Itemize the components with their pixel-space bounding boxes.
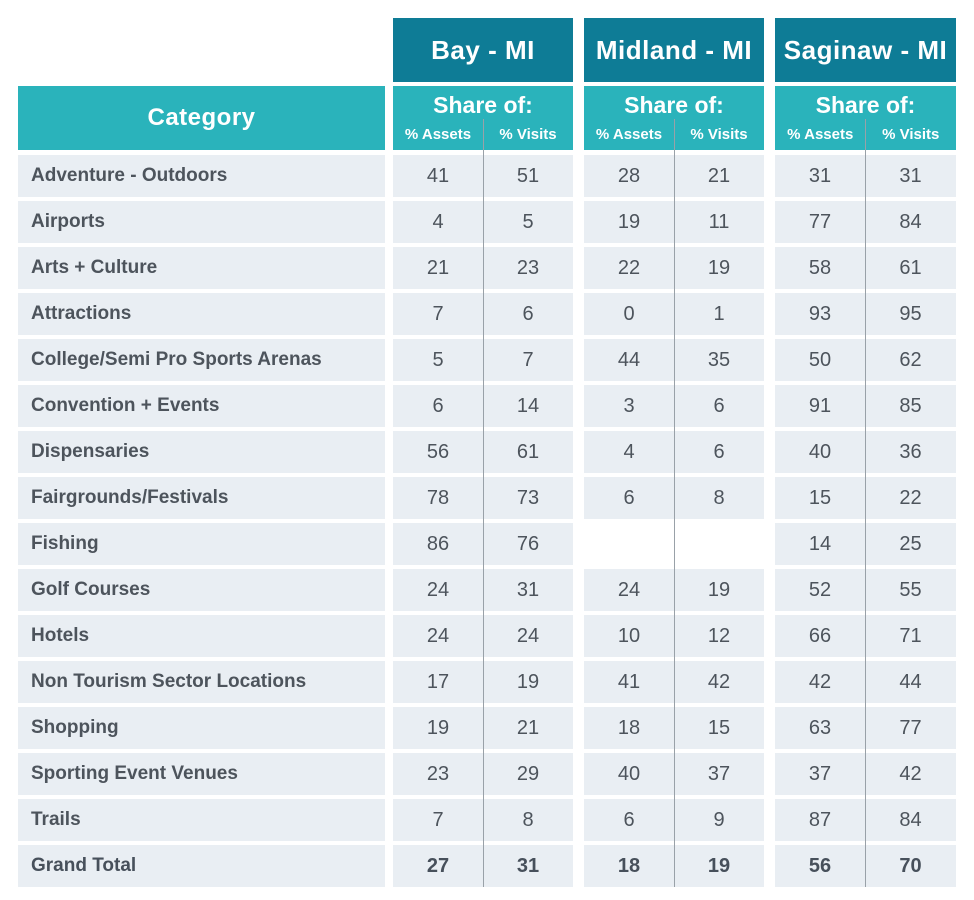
bay-assets-cell: 7: [393, 799, 483, 841]
saginaw-visits-cell: 70: [865, 845, 956, 887]
saginaw-assets-cell: 66: [775, 615, 865, 657]
midland-visits-cell: 19: [674, 845, 764, 887]
bay-values: [393, 201, 573, 243]
visits-column-label: % Visits: [690, 126, 748, 143]
bay-visits-cell: 21: [483, 707, 573, 749]
saginaw-values: [775, 477, 956, 519]
saginaw-visits-cell: 36: [865, 431, 956, 473]
saginaw-values: [775, 799, 956, 841]
saginaw-assets-cell: 56: [775, 845, 865, 887]
saginaw-visits-cell: 84: [865, 201, 956, 243]
region-header-saginaw: [775, 18, 956, 82]
assets-column-label: % Assets: [404, 126, 472, 143]
category-cell: Shopping: [18, 707, 385, 749]
midland-visits-cell: 19: [674, 569, 764, 611]
midland-values: [584, 155, 764, 197]
saginaw-visits-cell: 61: [865, 247, 956, 289]
bay-assets-cell: 24: [393, 615, 483, 657]
midland-assets-cell: 10: [584, 615, 674, 657]
midland-values: [584, 615, 764, 657]
table-row: [18, 201, 974, 243]
table-row: [18, 477, 974, 519]
bay-assets-cell: 5: [393, 339, 483, 381]
bay-assets-cell: 21: [393, 247, 483, 289]
saginaw-values: [775, 845, 956, 887]
bay-values: [393, 155, 573, 197]
bay-values: [393, 431, 573, 473]
region-header-spacer: [18, 18, 393, 82]
category-cell: Fairgrounds/Festivals: [18, 477, 385, 519]
saginaw-visits-cell: 95: [865, 293, 956, 335]
bay-visits-cell: 76: [483, 523, 573, 565]
category-cell: College/Semi Pro Sports Arenas: [18, 339, 385, 381]
category-cell: Convention + Events: [18, 385, 385, 427]
share-of-sublabels: [393, 119, 573, 150]
bay-assets-cell: 7: [393, 293, 483, 335]
share-of-header-bay: [393, 86, 573, 150]
midland-visits-cell: 35: [674, 339, 764, 381]
region-header-midland: [584, 18, 764, 82]
midland-visits-cell: 6: [674, 431, 764, 473]
table-row: [18, 707, 974, 749]
saginaw-values: [775, 385, 956, 427]
midland-values: [584, 661, 764, 703]
saginaw-visits-cell: 84: [865, 799, 956, 841]
midland-visits-cell: 42: [674, 661, 764, 703]
bay-visits-cell: 14: [483, 385, 573, 427]
bay-values: [393, 523, 573, 565]
table-row: [18, 569, 974, 611]
bay-values: [393, 339, 573, 381]
saginaw-assets-cell: 42: [775, 661, 865, 703]
category-cell: Grand Total: [18, 845, 385, 887]
midland-values: [584, 845, 764, 887]
midland-visits-cell: 37: [674, 753, 764, 795]
bay-visits-cell: 29: [483, 753, 573, 795]
saginaw-assets-cell: 15: [775, 477, 865, 519]
share-of-title: Share of:: [624, 92, 724, 118]
table-row: [18, 385, 974, 427]
midland-values: [584, 385, 764, 427]
bay-visits-cell: 31: [483, 845, 573, 887]
table-body: [0, 155, 974, 887]
region-header-midland-label: Midland - MI: [595, 34, 753, 65]
midland-values: [584, 293, 764, 335]
saginaw-assets-cell: 58: [775, 247, 865, 289]
bay-values: [393, 293, 573, 335]
region-header-bay: [393, 18, 573, 82]
bay-visits-cell: 8: [483, 799, 573, 841]
midland-assets-cell: 44: [584, 339, 674, 381]
bay-assets-cell: 6: [393, 385, 483, 427]
midland-assets-cell: 41: [584, 661, 674, 703]
bay-visits-cell: 31: [483, 569, 573, 611]
table-row: [18, 523, 974, 565]
table-row: [18, 753, 974, 795]
category-cell: Hotels: [18, 615, 385, 657]
midland-assets-cell: 22: [584, 247, 674, 289]
bay-visits-cell: 24: [483, 615, 573, 657]
saginaw-values: [775, 661, 956, 703]
midland-visits-cell: 1: [674, 293, 764, 335]
bay-values: [393, 845, 573, 887]
category-column-header: [18, 86, 385, 150]
region-header-row: [18, 18, 974, 82]
saginaw-values: [775, 569, 956, 611]
bay-values: [393, 707, 573, 749]
midland-assets-cell: 4: [584, 431, 674, 473]
saginaw-values: [775, 523, 956, 565]
midland-assets-cell: 40: [584, 753, 674, 795]
saginaw-visits-cell: 77: [865, 707, 956, 749]
saginaw-visits-cell: 85: [865, 385, 956, 427]
midland-assets-cell: 24: [584, 569, 674, 611]
table-row: [18, 247, 974, 289]
bay-values: [393, 569, 573, 611]
bay-visits-cell: 6: [483, 293, 573, 335]
midland-visits-cell: 15: [674, 707, 764, 749]
saginaw-values: [775, 155, 956, 197]
table-row: [18, 293, 974, 335]
visits-column-label: % Visits: [882, 126, 940, 143]
saginaw-assets-cell: 87: [775, 799, 865, 841]
bay-assets-cell: 23: [393, 753, 483, 795]
bay-visits-cell: 51: [483, 155, 573, 197]
share-of-header-saginaw: [775, 86, 956, 150]
saginaw-assets-cell: 37: [775, 753, 865, 795]
share-of-title: Share of:: [433, 92, 533, 118]
saginaw-visits-cell: 31: [865, 155, 956, 197]
midland-visits-cell: 21: [674, 155, 764, 197]
saginaw-visits-cell: 25: [865, 523, 956, 565]
category-column-header-label: Category: [147, 104, 256, 131]
table-row: [18, 615, 974, 657]
saginaw-visits-cell: 55: [865, 569, 956, 611]
saginaw-assets-cell: 14: [775, 523, 865, 565]
bay-visits-cell: 5: [483, 201, 573, 243]
saginaw-assets-cell: 93: [775, 293, 865, 335]
bay-visits-cell: 19: [483, 661, 573, 703]
assets-column-label: % Assets: [595, 126, 663, 143]
assets-column-label: % Assets: [787, 126, 854, 143]
table-row: [18, 155, 974, 197]
bay-assets-cell: 86: [393, 523, 483, 565]
region-header-saginaw-label: Saginaw - MI: [783, 34, 948, 65]
saginaw-assets-cell: 50: [775, 339, 865, 381]
midland-visits-cell: 8: [674, 477, 764, 519]
midland-assets-cell: 18: [584, 707, 674, 749]
share-of-title: Share of:: [815, 92, 916, 118]
midland-values: [584, 569, 764, 611]
saginaw-values: [775, 707, 956, 749]
bay-assets-cell: 41: [393, 155, 483, 197]
saginaw-values: [775, 293, 956, 335]
bay-visits-cell: 73: [483, 477, 573, 519]
midland-assets-cell: [584, 523, 674, 565]
category-cell: Arts + Culture: [18, 247, 385, 289]
category-cell: Non Tourism Sector Locations: [18, 661, 385, 703]
saginaw-assets-cell: 91: [775, 385, 865, 427]
bay-values: [393, 615, 573, 657]
midland-assets-cell: 19: [584, 201, 674, 243]
share-of-header-midland: [584, 86, 764, 150]
midland-values: [584, 431, 764, 473]
saginaw-values: [775, 615, 956, 657]
midland-assets-cell: 6: [584, 799, 674, 841]
share-of-sublabels: [775, 119, 956, 150]
bay-assets-cell: 78: [393, 477, 483, 519]
midland-visits-cell: [674, 523, 764, 565]
saginaw-assets-cell: 63: [775, 707, 865, 749]
bay-visits-cell: 7: [483, 339, 573, 381]
bay-assets-cell: 4: [393, 201, 483, 243]
column-header-row: [18, 86, 974, 150]
bay-assets-cell: 24: [393, 569, 483, 611]
saginaw-visits-cell: 44: [865, 661, 956, 703]
midland-values: [584, 523, 764, 565]
bay-values: [393, 753, 573, 795]
midland-visits-cell: 12: [674, 615, 764, 657]
bay-assets-cell: 17: [393, 661, 483, 703]
midland-visits-cell: 9: [674, 799, 764, 841]
saginaw-assets-cell: 77: [775, 201, 865, 243]
category-cell: Fishing: [18, 523, 385, 565]
saginaw-values: [775, 753, 956, 795]
share-of-sublabels: [584, 119, 764, 150]
midland-values: [584, 707, 764, 749]
table-row: [18, 339, 974, 381]
bay-assets-cell: 19: [393, 707, 483, 749]
midland-values: [584, 477, 764, 519]
category-cell: Trails: [18, 799, 385, 841]
midland-visits-cell: 11: [674, 201, 764, 243]
saginaw-assets-cell: 31: [775, 155, 865, 197]
saginaw-visits-cell: 42: [865, 753, 956, 795]
midland-assets-cell: 18: [584, 845, 674, 887]
table-row: [18, 845, 974, 887]
midland-visits-cell: 6: [674, 385, 764, 427]
saginaw-visits-cell: 22: [865, 477, 956, 519]
midland-assets-cell: 6: [584, 477, 674, 519]
midland-values: [584, 753, 764, 795]
midland-assets-cell: 28: [584, 155, 674, 197]
table-row: [18, 799, 974, 841]
bay-values: [393, 247, 573, 289]
table-row: [18, 431, 974, 473]
saginaw-visits-cell: 62: [865, 339, 956, 381]
midland-assets-cell: 0: [584, 293, 674, 335]
category-cell: Airports: [18, 201, 385, 243]
bay-values: [393, 385, 573, 427]
midland-values: [584, 799, 764, 841]
category-cell: Adventure - Outdoors: [18, 155, 385, 197]
saginaw-values: [775, 431, 956, 473]
saginaw-visits-cell: 71: [865, 615, 956, 657]
midland-visits-cell: 19: [674, 247, 764, 289]
bay-values: [393, 799, 573, 841]
visits-column-label: % Visits: [499, 126, 557, 143]
table-row: [18, 661, 974, 703]
region-header-bay-label: Bay - MI: [431, 34, 535, 65]
saginaw-values: [775, 201, 956, 243]
bay-visits-cell: 23: [483, 247, 573, 289]
category-cell: Golf Courses: [18, 569, 385, 611]
bay-visits-cell: 61: [483, 431, 573, 473]
bay-assets-cell: 56: [393, 431, 483, 473]
bay-values: [393, 661, 573, 703]
saginaw-assets-cell: 52: [775, 569, 865, 611]
category-cell: Attractions: [18, 293, 385, 335]
saginaw-assets-cell: 40: [775, 431, 865, 473]
saginaw-values: [775, 339, 956, 381]
category-cell: Dispensaries: [18, 431, 385, 473]
saginaw-values: [775, 247, 956, 289]
bay-values: [393, 477, 573, 519]
midland-values: [584, 339, 764, 381]
midland-values: [584, 247, 764, 289]
bay-assets-cell: 27: [393, 845, 483, 887]
midland-values: [584, 201, 764, 243]
category-cell: Sporting Event Venues: [18, 753, 385, 795]
midland-assets-cell: 3: [584, 385, 674, 427]
